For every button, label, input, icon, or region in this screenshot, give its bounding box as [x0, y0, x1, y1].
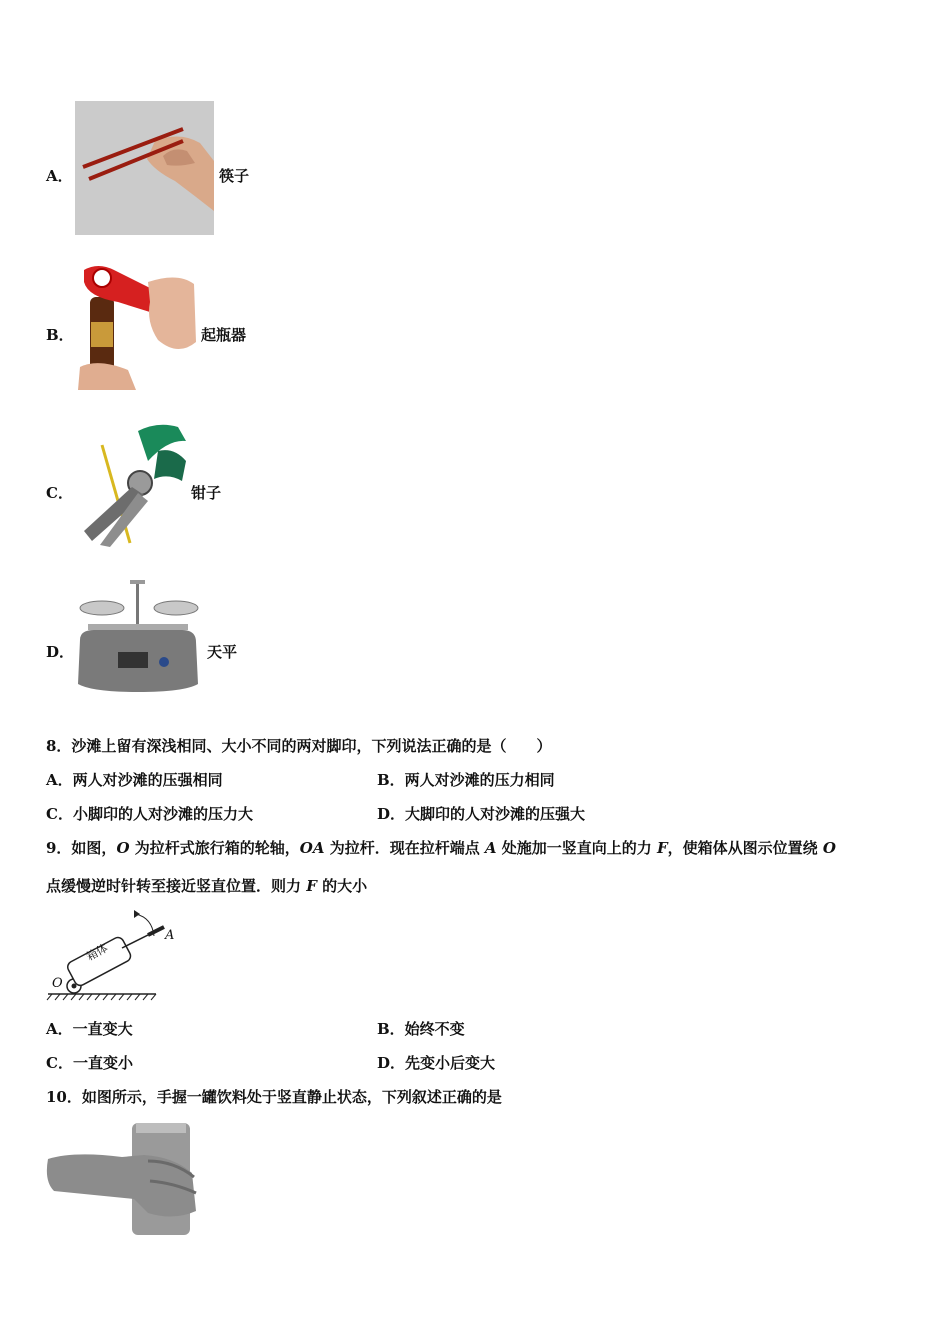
q9-suitcase-figure [44, 906, 180, 1002]
q8-option-a: A．两人对沙滩的压强相同 [46, 771, 223, 789]
q9-stem-line2: 点缓慢逆时针转至接近竖直位置．则力 F 的大小 [46, 877, 368, 895]
q7-option-a-letter: A． [46, 167, 73, 185]
q8-option-b: B．两人对沙滩的压力相同 [377, 771, 555, 789]
q9-stem-line1: 9．如图，O 为拉杆式旅行箱的轮轴，OA 为拉杆．现在拉杆端点 A 处施加一竖直向上的力 F，使箱体从图示位置绕 O [46, 839, 836, 857]
q7-option-d-text: 天平 [207, 643, 238, 661]
q9-option-a: A．一直变大 [46, 1020, 133, 1038]
q10-stem: 10．如图所示，手握一罐饮料处于竖直静止状态，下列叙述正确的是 [46, 1088, 502, 1106]
q9-box-label: 箱体 [84, 941, 110, 964]
q9-point-a-label: A [165, 928, 175, 943]
q7-option-d-letter: D． [46, 643, 75, 661]
q9-option-b: B．始终不变 [377, 1020, 465, 1038]
q9-option-c: C．一直变小 [46, 1054, 133, 1072]
q9-option-d: D．先变小后变大 [377, 1054, 496, 1072]
bottle-opener-photo-icon [78, 262, 196, 390]
chopsticks-photo-icon [75, 101, 214, 235]
q7-option-c-text: 钳子 [191, 484, 222, 502]
q7-option-c-letter: C． [46, 484, 73, 502]
q7-option-b-letter: B． [46, 326, 74, 344]
q8-stem: 8．沙滩上留有深浅相同、大小不同的两对脚印，下列说法正确的是（ ） [46, 737, 552, 755]
balance-scale-photo-icon [74, 580, 202, 692]
q8-option-d: D．大脚印的人对沙滩的压强大 [377, 805, 586, 823]
q7-option-a-text: 筷子 [219, 167, 250, 185]
pliers-photo-icon [78, 421, 186, 547]
q9-point-o-label: O [52, 976, 63, 991]
hand-holding-can-photo-icon [44, 1121, 200, 1237]
q8-option-c: C．小脚印的人对沙滩的压力大 [46, 805, 253, 823]
q7-option-b-text: 起瓶器 [201, 326, 247, 344]
